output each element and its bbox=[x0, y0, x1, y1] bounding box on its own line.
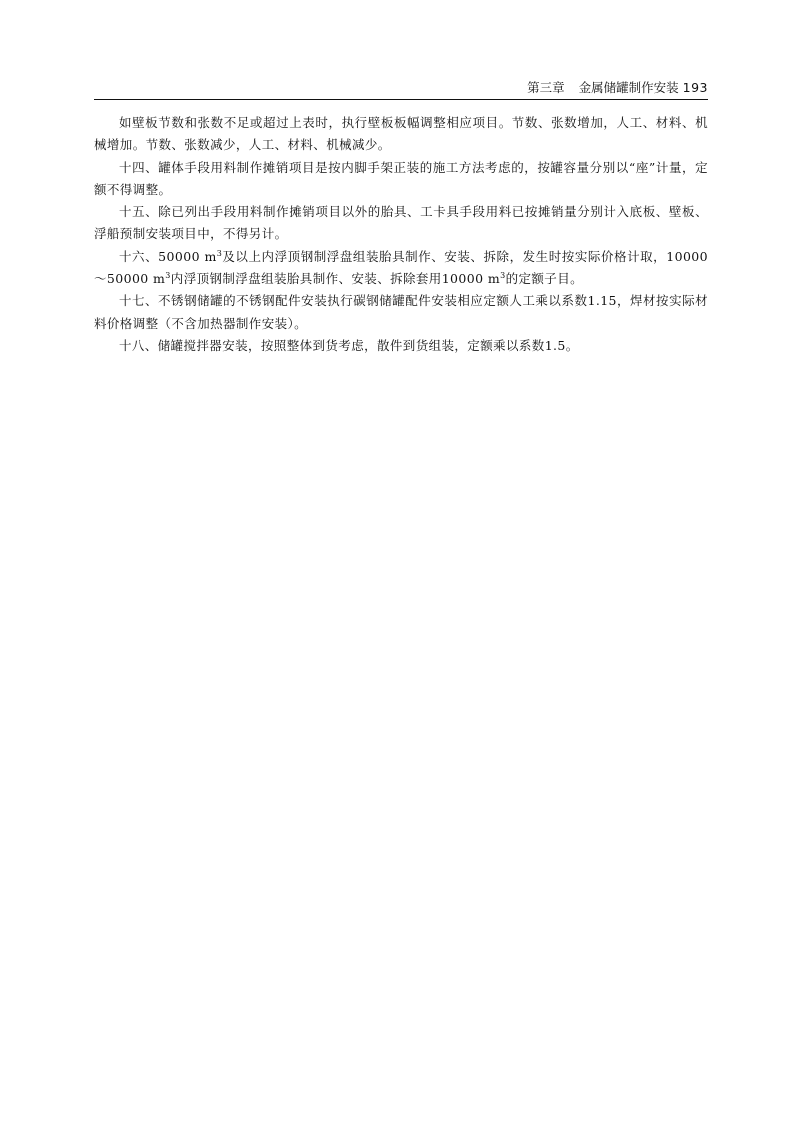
p16-text-c: 内浮顶钢制浮盘组装胎具制作、安装、拆除套用10000 m bbox=[170, 271, 501, 287]
paragraph-15: 十五、除已列出手段用料制作摊销项目以外的胎具、工卡具手段用料已按摊销量分别计入底板、壁板、浮船预制安装项目中，不得另计。 bbox=[94, 204, 708, 242]
p16-text-d: 的定额子目。 bbox=[505, 271, 583, 287]
header-rule bbox=[94, 99, 708, 100]
paragraph-17: 十七、不锈钢储罐的不锈钢配件安装执行碳钢储罐配件安装相应定额人工乘以系数1.15，焊材按实际材料价格调整（不含加热器制作安装）。 bbox=[94, 293, 708, 331]
p16-sup-1: 3 bbox=[216, 248, 223, 258]
paragraph-14: 十四、罐体手段用料制作摊销项目是按内脚手架正装的施工方法考虑的，按罐容量分别以“座”计量，定额不得调整。 bbox=[94, 159, 708, 197]
chapter-title: 金属储罐制作安装 bbox=[578, 80, 679, 95]
p16-text-a: 十六、50000 m bbox=[119, 248, 217, 264]
chapter-label: 第三章 bbox=[527, 80, 565, 95]
paragraph-13-continuation: 如壁板节数和张数不足或超过上表时，执行壁板板幅调整相应项目。节数、张数增加，人工、材料、机械增加。节数、张数减少，人工、材料、机械减少。 bbox=[94, 115, 708, 153]
page-number: 193 bbox=[682, 80, 708, 95]
running-header bbox=[94, 78, 708, 98]
p16-sup-3: 3 bbox=[500, 270, 506, 280]
p16-text-b: 及以上内浮顶钢制浮盘组装胎具制作、安装、拆除，发生时按实际价格计取，10000～50000 m bbox=[94, 248, 708, 287]
paragraph-18: 十八、储罐搅拌器安装，按照整体到货考虑，散件到货组装，定额乘以系数1.5。 bbox=[119, 337, 579, 353]
body-text bbox=[94, 112, 708, 357]
paragraph-16 bbox=[94, 246, 708, 291]
p16-sup-2: 3 bbox=[165, 270, 171, 280]
